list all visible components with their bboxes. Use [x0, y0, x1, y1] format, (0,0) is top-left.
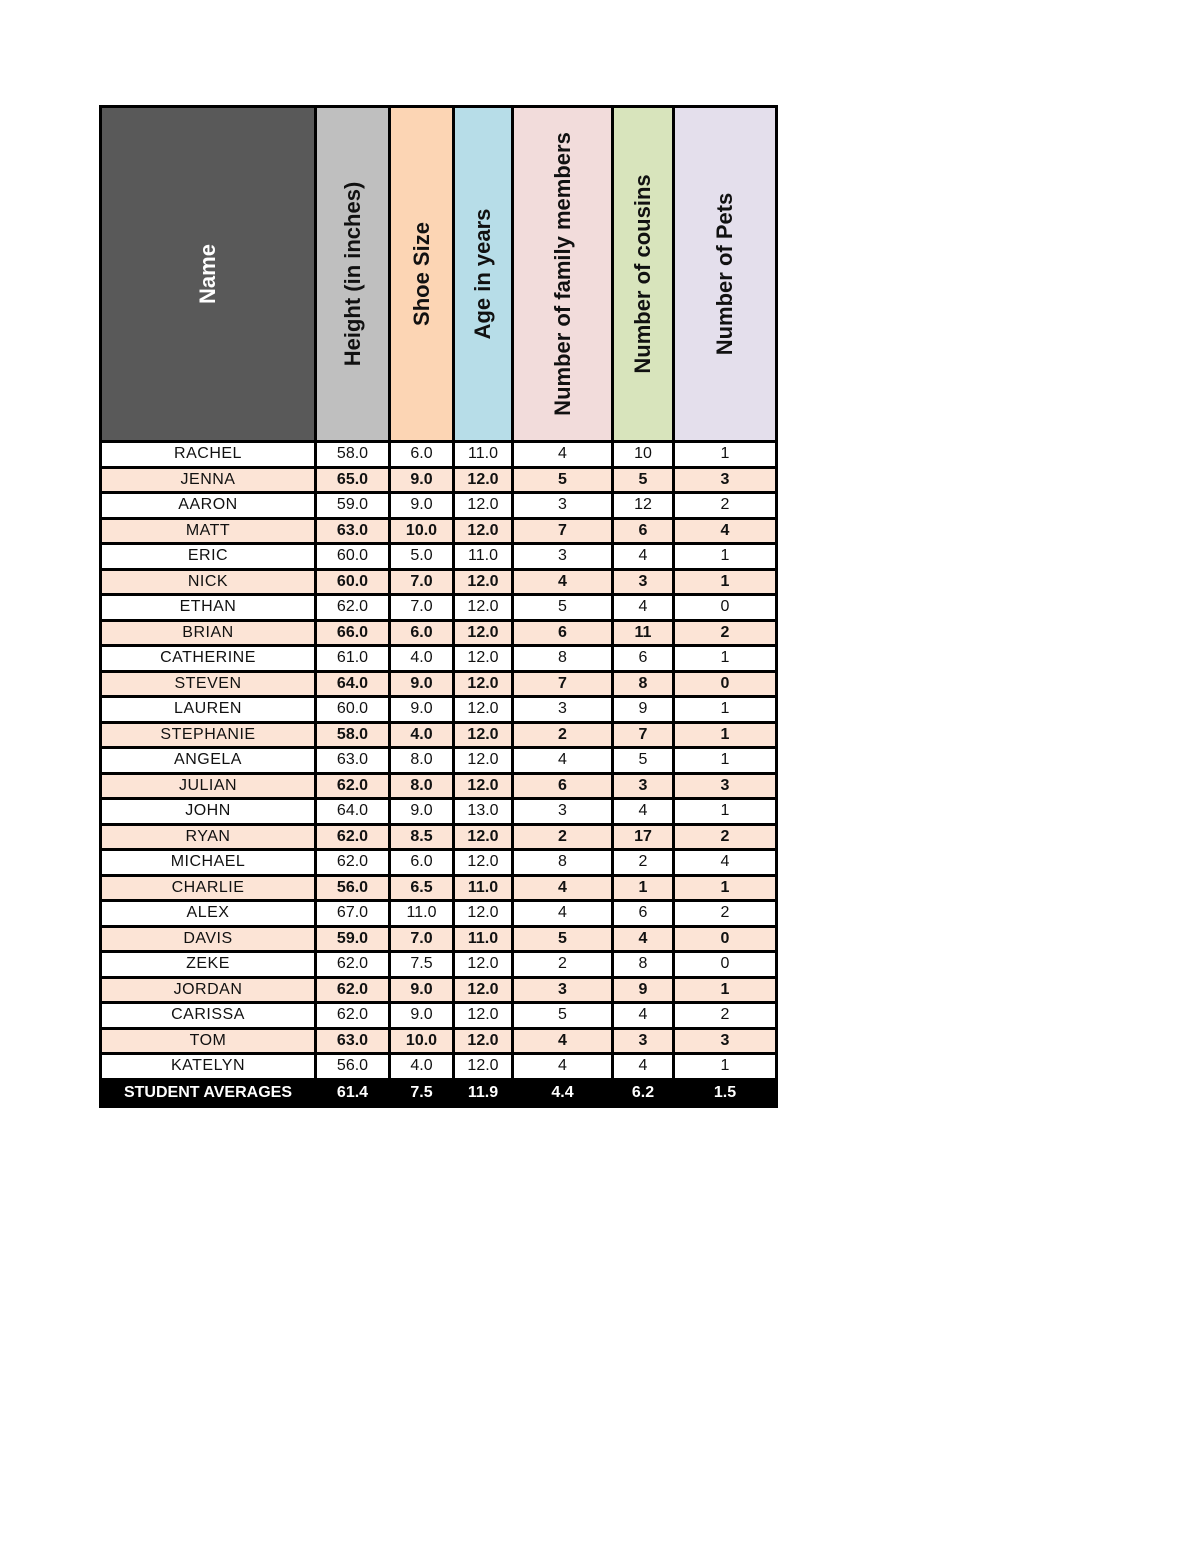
cell-cousins: 3 [613, 569, 674, 595]
cell-shoe-size: 9.0 [390, 799, 454, 825]
table-row [101, 493, 777, 519]
cell-cousins: 4 [613, 595, 674, 621]
cell-cousins: 5 [613, 467, 674, 493]
cell-height: 63.0 [316, 518, 390, 544]
cell-height: 63.0 [316, 748, 390, 774]
cell-family-members: 4 [513, 1054, 613, 1080]
cell-pets: 1 [674, 799, 777, 825]
table-row [101, 952, 777, 978]
cell-age: 12.0 [454, 1054, 513, 1080]
cell-age: 11.0 [454, 442, 513, 468]
cell-height: 64.0 [316, 671, 390, 697]
cell-cousins: 6 [613, 518, 674, 544]
header-row [101, 107, 777, 442]
table-row [101, 926, 777, 952]
average-height: 61.4 [316, 1079, 390, 1106]
cell-shoe-size: 8.5 [390, 824, 454, 850]
cell-family-members: 6 [513, 773, 613, 799]
cell-shoe-size: 7.5 [390, 952, 454, 978]
cell-name: CHARLIE [101, 875, 316, 901]
cell-age: 11.0 [454, 875, 513, 901]
cell-age: 13.0 [454, 799, 513, 825]
cell-name: MATT [101, 518, 316, 544]
cell-shoe-size: 6.0 [390, 442, 454, 468]
cell-shoe-size: 9.0 [390, 467, 454, 493]
average-shoe-size: 7.5 [390, 1079, 454, 1106]
cell-shoe-size: 6.0 [390, 620, 454, 646]
cell-name: ANGELA [101, 748, 316, 774]
table-body [101, 442, 777, 1080]
cell-family-members: 6 [513, 620, 613, 646]
cell-name: BRIAN [101, 620, 316, 646]
header-age [454, 107, 513, 442]
table-row [101, 544, 777, 570]
table-row [101, 620, 777, 646]
table-row [101, 977, 777, 1003]
cell-height: 59.0 [316, 493, 390, 519]
cell-pets: 1 [674, 722, 777, 748]
cell-name: LAUREN [101, 697, 316, 723]
header-family-members [513, 107, 613, 442]
header-height-label: Height (in inches) [339, 181, 365, 367]
cell-shoe-size: 9.0 [390, 493, 454, 519]
header-shoe-size [390, 107, 454, 442]
cell-age: 12.0 [454, 1028, 513, 1054]
header-age-label: Age in years [470, 208, 495, 340]
cell-age: 12.0 [454, 671, 513, 697]
cell-name: JULIAN [101, 773, 316, 799]
cell-name: ZEKE [101, 952, 316, 978]
cell-pets: 0 [674, 926, 777, 952]
cell-family-members: 2 [513, 952, 613, 978]
cell-height: 56.0 [316, 875, 390, 901]
cell-height: 62.0 [316, 773, 390, 799]
cell-name: JORDAN [101, 977, 316, 1003]
table-row [101, 1003, 777, 1029]
average-family-members: 4.4 [513, 1079, 613, 1106]
header-pets-label: Number of Pets [712, 192, 737, 356]
cell-age: 12.0 [454, 620, 513, 646]
cell-shoe-size: 11.0 [390, 901, 454, 927]
cell-family-members: 4 [513, 748, 613, 774]
cell-family-members: 7 [513, 671, 613, 697]
cell-age: 12.0 [454, 850, 513, 876]
table-row [101, 901, 777, 927]
cell-shoe-size: 6.5 [390, 875, 454, 901]
cell-age: 12.0 [454, 569, 513, 595]
cell-cousins: 3 [613, 1028, 674, 1054]
cell-shoe-size: 9.0 [390, 697, 454, 723]
cell-height: 58.0 [316, 442, 390, 468]
cell-family-members: 3 [513, 544, 613, 570]
cell-name: NICK [101, 569, 316, 595]
cell-height: 64.0 [316, 799, 390, 825]
cell-family-members: 3 [513, 977, 613, 1003]
table-row [101, 518, 777, 544]
cell-pets: 4 [674, 518, 777, 544]
cell-cousins: 4 [613, 1054, 674, 1080]
cell-shoe-size: 9.0 [390, 671, 454, 697]
cell-cousins: 9 [613, 697, 674, 723]
cell-age: 12.0 [454, 952, 513, 978]
header-name-label: Name [195, 244, 220, 304]
cell-shoe-size: 9.0 [390, 977, 454, 1003]
cell-family-members: 4 [513, 901, 613, 927]
cell-shoe-size: 10.0 [390, 518, 454, 544]
cell-name: ETHAN [101, 595, 316, 621]
cell-age: 12.0 [454, 595, 513, 621]
cell-pets: 0 [674, 952, 777, 978]
cell-pets: 2 [674, 824, 777, 850]
cell-pets: 1 [674, 697, 777, 723]
table-row [101, 748, 777, 774]
cell-shoe-size: 4.0 [390, 646, 454, 672]
cell-age: 12.0 [454, 518, 513, 544]
cell-pets: 2 [674, 1003, 777, 1029]
cell-cousins: 6 [613, 646, 674, 672]
student-data-table [99, 105, 778, 1108]
cell-name: KATELYN [101, 1054, 316, 1080]
cell-height: 60.0 [316, 697, 390, 723]
cell-age: 12.0 [454, 977, 513, 1003]
cell-shoe-size: 7.0 [390, 569, 454, 595]
table-row [101, 671, 777, 697]
cell-height: 67.0 [316, 901, 390, 927]
cell-pets: 1 [674, 569, 777, 595]
cell-height: 60.0 [316, 544, 390, 570]
header-cousins-label: Number of cousins [630, 174, 655, 374]
cell-name: RACHEL [101, 442, 316, 468]
cell-shoe-size: 4.0 [390, 1054, 454, 1080]
cell-pets: 1 [674, 875, 777, 901]
cell-name: TOM [101, 1028, 316, 1054]
cell-shoe-size: 8.0 [390, 748, 454, 774]
cell-pets: 0 [674, 671, 777, 697]
header-cousins [613, 107, 674, 442]
cell-name: ERIC [101, 544, 316, 570]
cell-height: 61.0 [316, 646, 390, 672]
cell-pets: 2 [674, 620, 777, 646]
average-pets: 1.5 [674, 1079, 777, 1106]
cell-shoe-size: 7.0 [390, 595, 454, 621]
table-row [101, 1028, 777, 1054]
cell-age: 12.0 [454, 901, 513, 927]
cell-pets: 2 [674, 901, 777, 927]
table-row [101, 773, 777, 799]
cell-name: MICHAEL [101, 850, 316, 876]
cell-age: 11.0 [454, 926, 513, 952]
cell-age: 12.0 [454, 493, 513, 519]
cell-cousins: 10 [613, 442, 674, 468]
cell-name: CARISSA [101, 1003, 316, 1029]
header-family-members-label: Number of family members [549, 132, 575, 416]
cell-pets: 4 [674, 850, 777, 876]
table-row [101, 722, 777, 748]
cell-age: 12.0 [454, 748, 513, 774]
cell-family-members: 3 [513, 697, 613, 723]
cell-pets: 1 [674, 544, 777, 570]
cell-family-members: 8 [513, 646, 613, 672]
cell-cousins: 6 [613, 901, 674, 927]
cell-height: 62.0 [316, 824, 390, 850]
table-row [101, 875, 777, 901]
cell-shoe-size: 4.0 [390, 722, 454, 748]
cell-family-members: 5 [513, 926, 613, 952]
cell-height: 62.0 [316, 1003, 390, 1029]
cell-age: 12.0 [454, 646, 513, 672]
cell-cousins: 4 [613, 926, 674, 952]
header-pets [674, 107, 777, 442]
average-age: 11.9 [454, 1079, 513, 1106]
cell-cousins: 4 [613, 544, 674, 570]
cell-height: 62.0 [316, 850, 390, 876]
cell-family-members: 8 [513, 850, 613, 876]
cell-cousins: 8 [613, 671, 674, 697]
cell-pets: 1 [674, 977, 777, 1003]
table-row [101, 697, 777, 723]
header-name [101, 107, 316, 442]
cell-name: STEVEN [101, 671, 316, 697]
cell-pets: 3 [674, 467, 777, 493]
cell-pets: 1 [674, 748, 777, 774]
cell-height: 65.0 [316, 467, 390, 493]
cell-name: AARON [101, 493, 316, 519]
cell-height: 62.0 [316, 595, 390, 621]
cell-cousins: 4 [613, 799, 674, 825]
cell-pets: 1 [674, 646, 777, 672]
cell-shoe-size: 9.0 [390, 1003, 454, 1029]
cell-family-members: 7 [513, 518, 613, 544]
table-row [101, 595, 777, 621]
cell-cousins: 12 [613, 493, 674, 519]
table-row [101, 1054, 777, 1080]
cell-height: 62.0 [316, 952, 390, 978]
table-row [101, 799, 777, 825]
cell-family-members: 3 [513, 493, 613, 519]
cell-family-members: 5 [513, 467, 613, 493]
cell-shoe-size: 10.0 [390, 1028, 454, 1054]
cell-pets: 0 [674, 595, 777, 621]
cell-age: 12.0 [454, 824, 513, 850]
cell-shoe-size: 5.0 [390, 544, 454, 570]
cell-name: DAVIS [101, 926, 316, 952]
cell-height: 63.0 [316, 1028, 390, 1054]
table-row [101, 442, 777, 468]
averages-row [101, 1079, 777, 1106]
cell-height: 58.0 [316, 722, 390, 748]
header-height [316, 107, 390, 442]
table-row [101, 569, 777, 595]
cell-age: 11.0 [454, 544, 513, 570]
header-shoe-size-label: Shoe Size [408, 222, 434, 326]
average-cousins: 6.2 [613, 1079, 674, 1106]
table-row [101, 824, 777, 850]
cell-pets: 1 [674, 1054, 777, 1080]
cell-name: JOHN [101, 799, 316, 825]
cell-name: STEPHANIE [101, 722, 316, 748]
table-row [101, 646, 777, 672]
cell-cousins: 3 [613, 773, 674, 799]
cell-cousins: 5 [613, 748, 674, 774]
cell-family-members: 2 [513, 824, 613, 850]
cell-pets: 1 [674, 442, 777, 468]
cell-shoe-size: 7.0 [390, 926, 454, 952]
cell-family-members: 4 [513, 1028, 613, 1054]
cell-age: 12.0 [454, 773, 513, 799]
cell-age: 12.0 [454, 722, 513, 748]
cell-family-members: 3 [513, 799, 613, 825]
cell-cousins: 17 [613, 824, 674, 850]
cell-height: 59.0 [316, 926, 390, 952]
cell-cousins: 1 [613, 875, 674, 901]
cell-age: 12.0 [454, 1003, 513, 1029]
cell-pets: 2 [674, 493, 777, 519]
cell-cousins: 11 [613, 620, 674, 646]
cell-cousins: 7 [613, 722, 674, 748]
cell-height: 56.0 [316, 1054, 390, 1080]
cell-pets: 3 [674, 773, 777, 799]
cell-family-members: 4 [513, 569, 613, 595]
cell-cousins: 2 [613, 850, 674, 876]
cell-family-members: 4 [513, 442, 613, 468]
cell-pets: 3 [674, 1028, 777, 1054]
cell-shoe-size: 8.0 [390, 773, 454, 799]
cell-height: 62.0 [316, 977, 390, 1003]
cell-cousins: 9 [613, 977, 674, 1003]
cell-age: 12.0 [454, 697, 513, 723]
cell-family-members: 5 [513, 595, 613, 621]
cell-age: 12.0 [454, 467, 513, 493]
cell-name: JENNA [101, 467, 316, 493]
cell-family-members: 2 [513, 722, 613, 748]
cell-height: 66.0 [316, 620, 390, 646]
cell-shoe-size: 6.0 [390, 850, 454, 876]
cell-name: ALEX [101, 901, 316, 927]
table-row [101, 467, 777, 493]
cell-name: CATHERINE [101, 646, 316, 672]
cell-height: 60.0 [316, 569, 390, 595]
cell-name: RYAN [101, 824, 316, 850]
cell-cousins: 4 [613, 1003, 674, 1029]
averages-label: STUDENT AVERAGES [101, 1079, 316, 1106]
cell-family-members: 5 [513, 1003, 613, 1029]
cell-family-members: 4 [513, 875, 613, 901]
cell-cousins: 8 [613, 952, 674, 978]
table-row [101, 850, 777, 876]
